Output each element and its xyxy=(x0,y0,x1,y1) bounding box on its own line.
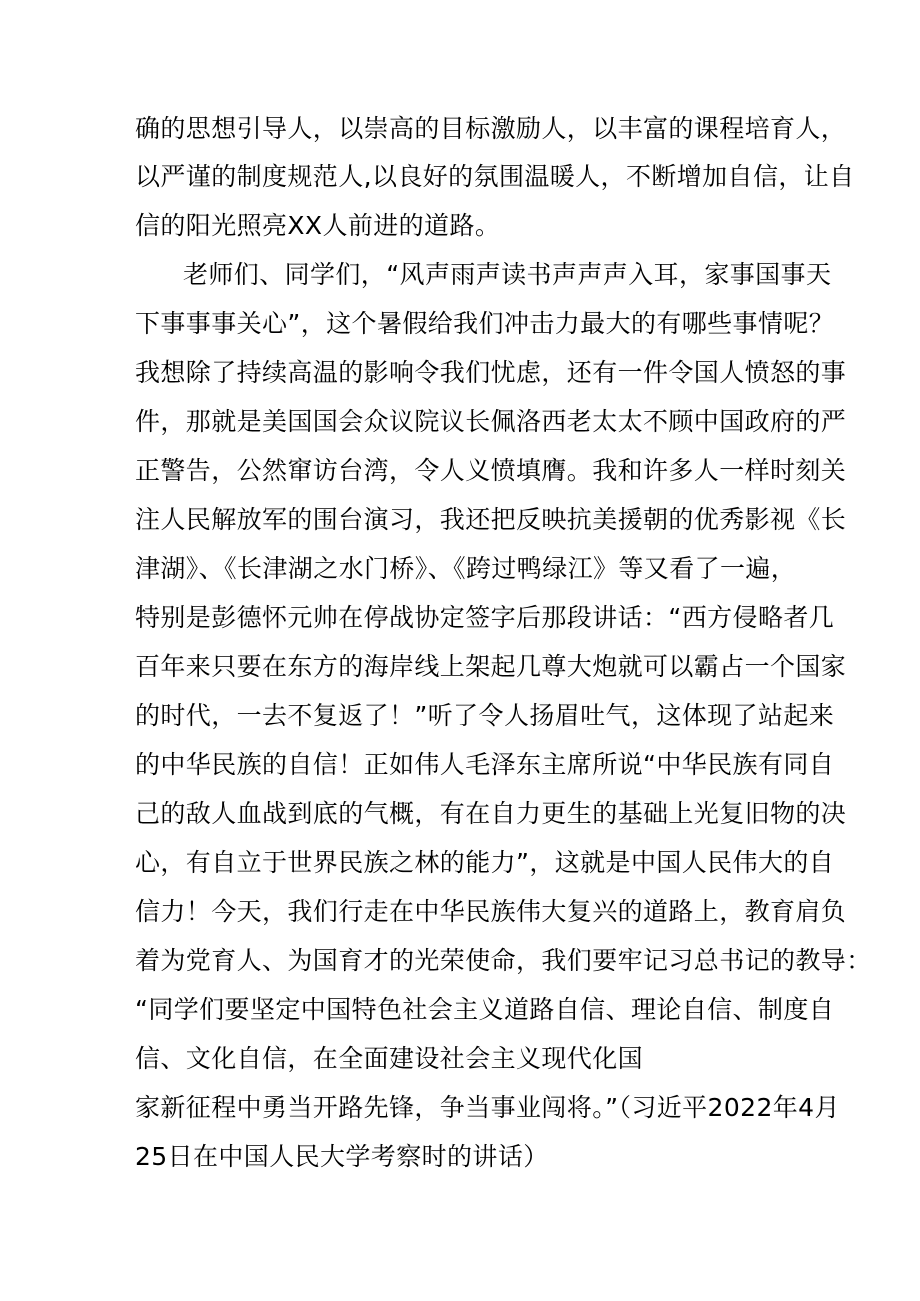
text-line: 特别是彭德怀元帅在停战协定签字后那段讲话：“西方侵略者几 xyxy=(135,603,835,632)
text-line: 件，那就是美国国会众议院议长佩洛西老太太不顾中国政府的严 xyxy=(135,407,847,436)
text-line: 注人民解放军的围台演习，我还把反映抗美援朝的优秀影视《长 xyxy=(135,505,847,534)
text-line: 确的思想引导人，以崇高的目标激励人，以丰富的课程培育人， xyxy=(135,114,847,143)
text-line: 家新征程中勇当开路先锋，争当事业闯将。”（习近平2022年4月 xyxy=(135,1093,840,1122)
text-line: 己的敌人血战到底的气概，有在自力更生的基础上光复旧物的决 xyxy=(135,799,847,828)
text-line: 信力！今天，我们行走在中华民族伟大复兴的道路上，教育肩负 xyxy=(135,897,847,926)
text-line: 信、文化自信，在全面建设社会主义现代化国 xyxy=(135,1044,644,1073)
text-line: 的时代，一去不复返了！”听了令人扬眉吐气，这体现了站起来 xyxy=(135,701,835,730)
text-line: 着为党育人、为国育才的光荣使命，我们要牢记习总书记的教导： xyxy=(135,946,872,975)
text-line: 正警告，公然窜访台湾，令人义愤填膺。我和许多人一样时刻关 xyxy=(135,456,847,485)
text-line: 25日在中国人民大学考察时的讲话） xyxy=(135,1142,549,1171)
text-line: 津湖》、《长津湖之水门桥》、《跨过鸭绿江》等又看了一遍， xyxy=(135,554,797,583)
text-line: 信的阳光照亮XX人前进的道路。 xyxy=(135,211,501,240)
text-line: 我想除了持续高温的影响令我们忧虑，还有一件令国人愤怒的事 xyxy=(135,358,847,387)
text-line: 下事事事关心”，这个暑假给我们冲击力最大的有哪些事情呢？ xyxy=(135,309,835,338)
text-line: 百年来只要在东方的海岸线上架起几尊大炮就可以霸占一个国家 xyxy=(135,652,847,681)
text-line: 心，有自立于世界民族之林的能力”，这就是中国人民伟大的自 xyxy=(135,848,835,877)
text-line: 的中华民族的自信！正如伟人毛泽东主席所说“中华民族有同自 xyxy=(135,750,835,779)
text-line: “同学们要坚定中国特色社会主义道路自信、理论自信、制度自 xyxy=(135,995,835,1024)
text-line: 以严谨的制度规范人,以良好的氛围温暖人，不断增加自信，让自 xyxy=(135,162,855,191)
paragraph-first-line: 老师们、同学们，“风声雨声读书声声声入耳，家事国事天 xyxy=(183,260,832,289)
